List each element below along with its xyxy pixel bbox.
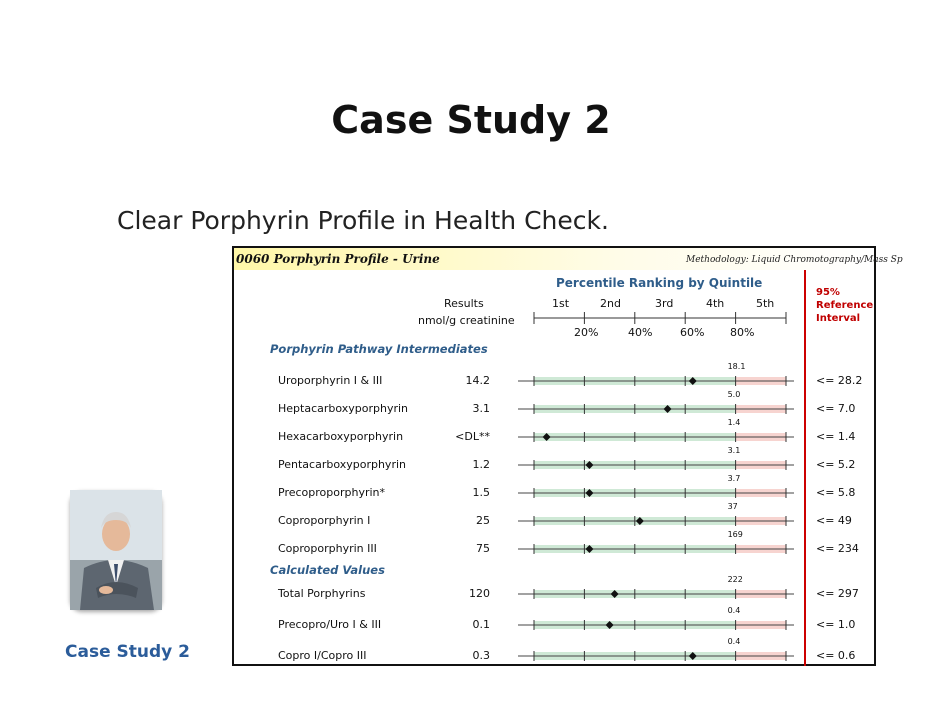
row-value: 25 <box>476 514 490 527</box>
row-value: 0.3 <box>472 649 490 662</box>
row-name: Coproporphyrin III <box>278 542 377 555</box>
row-value: 3.1 <box>472 402 490 415</box>
reference-header-line-3: Interval <box>816 313 861 324</box>
row-value: 1.5 <box>472 486 490 499</box>
band-label-80th: 0.4 <box>727 637 741 646</box>
percent-tick-20: 20% <box>574 326 599 339</box>
percent-tick-40: 40% <box>628 326 653 339</box>
band-label-80th: 222 <box>727 575 743 584</box>
band-label-80th: 169 <box>727 530 743 539</box>
row-value: 14.2 <box>465 374 490 387</box>
quintile-label-2: 2nd <box>600 297 621 310</box>
row-name: Heptacarboxyporphyrin <box>278 402 409 415</box>
row-name: Coproporphyrin I <box>278 514 371 527</box>
businessman-photo <box>70 490 162 610</box>
results-column-header: Results <box>444 297 484 310</box>
quintile-label-4: 4th <box>706 297 725 310</box>
row-reference: <= 1.0 <box>816 618 856 631</box>
quintile-label-1: 1st <box>552 297 570 310</box>
porphyrin-report <box>232 246 903 666</box>
row-reference: <= 5.2 <box>816 458 856 471</box>
slide-title: Case Study 2 <box>331 98 611 142</box>
percentile-title: Percentile Ranking by Quintile <box>556 276 763 290</box>
section-calculated-values: Calculated Values <box>270 563 385 577</box>
band-label-80th: 3.1 <box>727 446 741 455</box>
row-name: Precoproporphyrin* <box>278 486 386 499</box>
band-label-80th: 18.1 <box>727 362 746 371</box>
band-label-80th: 1.4 <box>727 418 741 427</box>
methodology-note: Methodology: Liquid Chromotography/Mass Sp <box>686 255 903 265</box>
units-column-header: nmol/g creatinine <box>418 314 515 327</box>
row-reference: <= 7.0 <box>816 402 856 415</box>
row-name: Total Porphyrins <box>278 587 366 600</box>
report-title: 0060 Porphyrin Profile - Urine <box>236 252 440 266</box>
row-reference: <= 49 <box>816 514 852 527</box>
row-reference: <= 0.6 <box>816 649 856 662</box>
row-name: Copro I/Copro III <box>278 649 367 662</box>
percent-tick-80: 80% <box>730 326 755 339</box>
row-value: 1.2 <box>472 458 490 471</box>
slide-subtitle: Clear Porphyrin Profile in Health Check. <box>117 206 609 235</box>
row-reference: <= 234 <box>816 542 859 555</box>
businessman-illustration <box>70 490 162 610</box>
band-label-80th: 37 <box>727 502 738 511</box>
percentile-scale-chart <box>234 248 874 664</box>
band-label-80th: 3.7 <box>727 474 741 483</box>
row-reference: <= 28.2 <box>816 374 863 387</box>
row-value: 75 <box>476 542 490 555</box>
percent-tick-60: 60% <box>680 326 705 339</box>
row-reference: <= 297 <box>816 587 859 600</box>
reference-header-line-1: 95% <box>816 287 840 298</box>
reference-header-line-2: Reference <box>816 300 874 311</box>
quintile-label-3: 3rd <box>655 297 674 310</box>
section-pathway-title-b: Intermediates <box>396 342 488 356</box>
quintile-label-5: 5th <box>756 297 775 310</box>
row-value: 120 <box>469 587 490 600</box>
row-name: Precopro/Uro I & III <box>278 618 382 631</box>
case-study-caption: Case Study 2 <box>65 642 190 662</box>
row-name: Uroporphyrin I & III <box>278 374 383 387</box>
row-name: Hexacarboxyporphyrin <box>278 430 404 443</box>
section-pathway-title-a: Porphyrin Pathway <box>270 342 397 356</box>
band-label-80th: 5.0 <box>727 390 741 399</box>
row-value: 0.1 <box>472 618 490 631</box>
row-reference: <= 5.8 <box>816 486 856 499</box>
row-value: <DL** <box>455 430 490 443</box>
row-reference: <= 1.4 <box>816 430 856 443</box>
row-name: Pentacarboxyporphyrin <box>278 458 406 471</box>
band-label-80th: 0.4 <box>727 606 741 615</box>
